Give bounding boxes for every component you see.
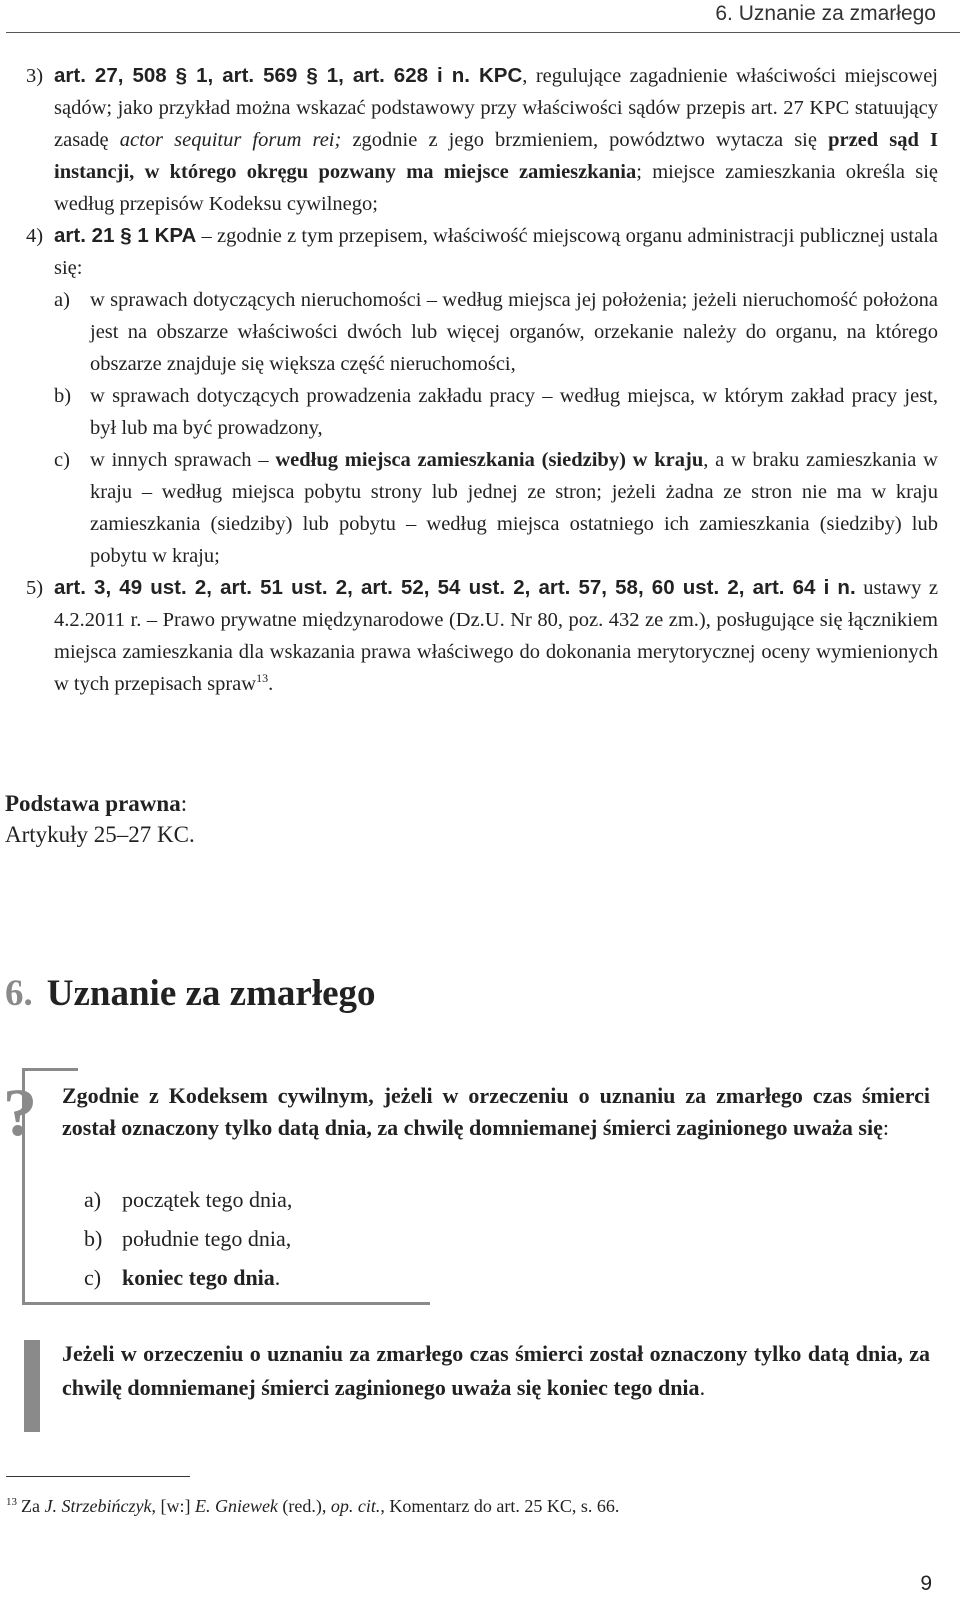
sub-item-a (54, 284, 938, 380)
footnote (6, 1490, 619, 1518)
latin-maxim: actor sequitur forum rei; (119, 129, 342, 151)
colon: : (882, 1114, 889, 1140)
legal-basis-text: Artykuły 25–27 KC. (5, 822, 195, 847)
option-text: początek tego dnia, (122, 1187, 293, 1212)
question-frame-bottom (22, 1302, 430, 1305)
question-text (62, 1080, 930, 1143)
citation-abbrev: op. cit. (330, 1496, 381, 1516)
answer-text (62, 1337, 930, 1404)
emphasis-text: przed sąd I instancji, w którego okręgu pozwany ma miejsce zamieszkania (54, 129, 938, 183)
question-mark-icon: ? (3, 1074, 37, 1150)
text-run: . (268, 673, 274, 695)
text-run: , a w braku zamieszkania w kraju – według miejsca pobytu strony lub jednej ze stron; jeżeli żadna ze stron nie ma w kraju zamieszkania (siedziby) lub pobytu – według miejsca ostatniego ich zamieszkania (siedziby) lub pobytu w kraju; (90, 449, 938, 567)
author-name: J. Strzebińczyk (44, 1496, 152, 1516)
statute-reference: art. 3, 49 ust. 2, art. 51 ust. 2, art. 52, 54 ust. 2, art. 57, 58, 60 ust. 2, art. 64 i n. (54, 576, 856, 599)
text-run: w innych sprawach – (90, 449, 276, 471)
text-run: – zgodnie z tym przepisem, właściwość miejscową organu administracji publicznej ustala się: (54, 225, 938, 279)
sub-text: w sprawach dotyczących nieruchomości – według miejsca jej położenia; jeżeli nieruchomość położona jest na obszarze właściwości dwóch lub więcej organów, orzekanie należy do organu, na którego obszarze znajduje się większa część nieruchomości, (90, 289, 938, 375)
option-label: c) (84, 1265, 102, 1290)
footnote-rule (6, 1476, 190, 1477)
list-item-5 (26, 572, 938, 700)
footnote-reference[interactable]: 13 (256, 671, 269, 686)
legal-basis (5, 788, 195, 850)
statute-reference: art. 27, 508 § 1, art. 569 § 1, art. 628 i n. KPC (54, 64, 523, 87)
sub-text (90, 444, 938, 572)
item-text (54, 220, 938, 572)
sub-label: c) (54, 449, 70, 471)
sub-item-b (54, 380, 938, 444)
text-run: Za (21, 1496, 45, 1516)
enumerated-list (26, 60, 938, 700)
option-text: południe tego dnia, (122, 1226, 292, 1251)
answer-marker-bar (24, 1340, 40, 1432)
question-frame-top (22, 1068, 78, 1071)
question-body: Zgodnie z Kodeksem cywilnym, jeżeli w orzeczeniu o uznaniu za zmarłego czas śmierci został oznaczony tylko datą dnia, za chwilę domniemanej śmierci zaginionego uważa się (62, 1083, 930, 1140)
text-run: , regulujące zagadnienie właściwości miejscowej sądów; jako przykład można wskazać podstawowy przy właściwości sądów przepis art. 27 KPC statuujący zasadę (54, 65, 938, 151)
option-a[interactable] (84, 1180, 292, 1219)
item-text (54, 572, 938, 700)
emphasis-text: według miejsca zamieszkania (siedziby) w kraju (275, 449, 704, 471)
item-number: 5) (26, 577, 44, 599)
footnote-number: 13 (6, 1496, 17, 1508)
chapter-heading (5, 972, 376, 1015)
text-run: . (274, 1265, 281, 1290)
list-item-3 (26, 60, 938, 220)
item-number: 3) (26, 65, 44, 87)
sub-text: w sprawach dotyczących prowadzenia zakładu pracy – według miejsca, w którym zakład pracy jest, był lub ma być prowadzony, (90, 385, 938, 439)
legal-basis-label: Podstawa prawna (5, 791, 181, 816)
list-item-4 (26, 220, 938, 572)
running-header: 6. Uznanie za zmarłego (715, 2, 936, 25)
option-label: b) (84, 1226, 103, 1251)
sub-item-c (54, 444, 938, 572)
header-rule (6, 32, 960, 33)
option-b[interactable] (84, 1219, 292, 1258)
item-text (54, 60, 938, 220)
answer-body: Jeżeli w orzeczeniu o uznaniu za zmarłego czas śmierci został oznaczony tylko datą dnia, za chwilę domniemanej śmierci zaginionego uważa się koniec tego dnia (62, 1341, 930, 1400)
answer-options (84, 1180, 292, 1297)
sub-label: a) (54, 289, 70, 311)
option-c[interactable] (84, 1258, 292, 1297)
option-text: koniec tego dnia (122, 1265, 275, 1290)
chapter-title: Uznanie za zmarłego (46, 973, 376, 1014)
author-name: E. Gniewek (194, 1496, 278, 1516)
option-label: a) (84, 1187, 102, 1212)
text-run: , [w:] (151, 1496, 195, 1516)
item-number: 4) (26, 225, 44, 247)
text-run: (red.), (277, 1496, 331, 1516)
text-run: . (699, 1374, 706, 1400)
chapter-number: 6. (5, 973, 33, 1014)
text-run: ustawy z 4.2.2011 r. – Prawo prywatne międzynarodowe (Dz.U. Nr 80, poz. 432 ze zm.), posługujące się łącznikiem miejsca zamieszkania dla wskazania prawa właściwego do dokonania merytorycznej oceny wymienionych w tych przepisach spraw (54, 577, 938, 695)
sub-label: b) (54, 385, 72, 407)
text-run: zgodnie z jego brzmieniem, powództwo wytacza się (341, 129, 829, 151)
text-run: , Komentarz do art. 25 KC, s. 66. (380, 1496, 620, 1516)
text-run: ; miejsce zamieszkania określa się według przepisów Kodeksu cywilnego; (54, 161, 939, 215)
colon: : (180, 791, 188, 816)
page-number: 9 (920, 1572, 932, 1595)
statute-reference: art. 21 § 1 KPA (54, 224, 197, 247)
